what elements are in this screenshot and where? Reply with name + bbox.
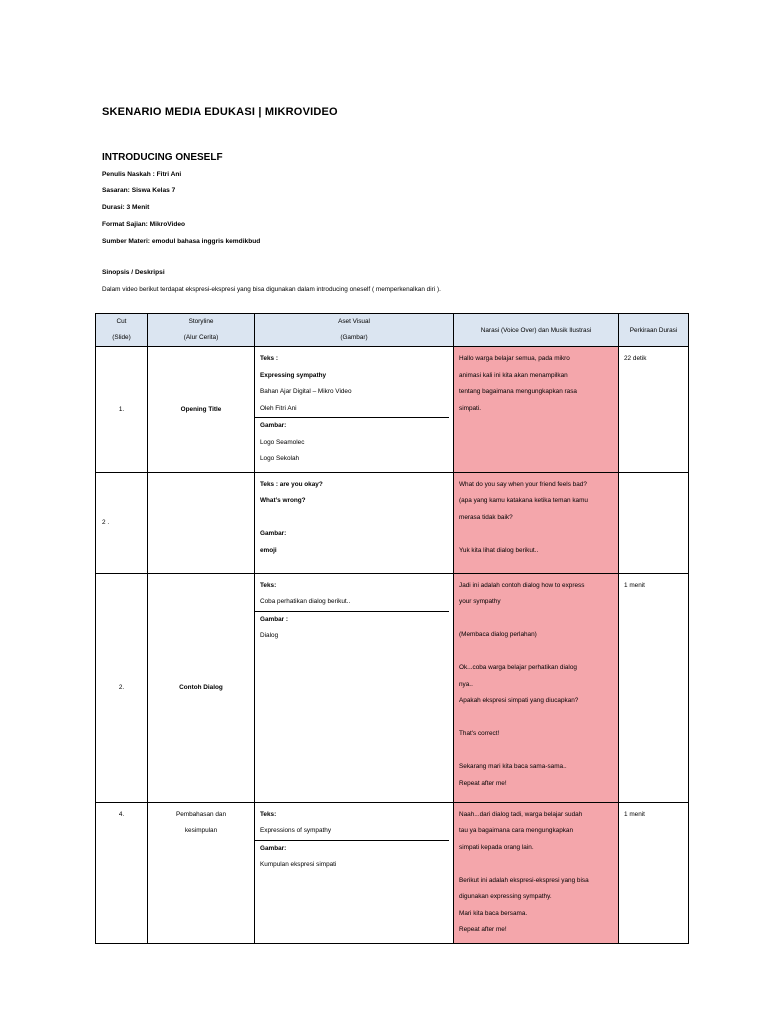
sinopsis-label: Sinopsis / Deskripsi bbox=[102, 269, 165, 276]
storyline-cell: Opening Title bbox=[148, 347, 255, 473]
durasi-cell bbox=[619, 347, 689, 473]
cut-cell bbox=[96, 802, 148, 943]
narasi-line: Berikut ini adalah ekspresi-ekspresi yang bisa bbox=[459, 876, 589, 884]
narasi-line: simpati. bbox=[459, 404, 482, 412]
aset-line: Gambar: bbox=[260, 530, 287, 537]
header-storyline-line1: Storyline bbox=[188, 318, 214, 325]
narasi-line: Yuk kita lihat dialog berikut.. bbox=[459, 546, 539, 554]
durasi-cell bbox=[619, 472, 689, 573]
narasi-line: nya.. bbox=[459, 680, 473, 688]
header-cut-line1: Cut bbox=[116, 318, 127, 325]
cut-text: 4. bbox=[118, 810, 125, 818]
aset-line: Dialog bbox=[260, 632, 279, 639]
aset-cell bbox=[255, 573, 454, 802]
aset-line: Logo Seamolec bbox=[260, 438, 305, 446]
narasi-line: animasi kali ini kita akan menampilkan bbox=[459, 371, 568, 379]
durasi-text: 22 detik bbox=[624, 355, 647, 362]
narasi-line bbox=[459, 644, 613, 661]
aset-line: What’s wrong? bbox=[260, 497, 306, 504]
storyline-cell bbox=[148, 802, 255, 943]
header-storyline-line2: (Alur Cerita) bbox=[183, 334, 219, 341]
narasi-line: merasa tidak baik? bbox=[459, 513, 513, 521]
aset-line: Teks: bbox=[260, 581, 277, 589]
aset-line: Oleh Fitri Ani bbox=[260, 404, 297, 412]
section-title: INTRODUCING ONESELF bbox=[102, 152, 223, 163]
header-aset-line1: Aset Visual bbox=[338, 318, 370, 325]
aset-line: Teks: bbox=[260, 810, 277, 818]
narasi-line: Repeat after me! bbox=[459, 926, 507, 933]
aset-line: Teks : bbox=[260, 355, 278, 362]
narasi-line: simpati kepada orang lain. bbox=[459, 843, 534, 851]
aset-line: Teks : are you okay? bbox=[260, 480, 323, 488]
table-row bbox=[96, 573, 689, 802]
header-aset-visual bbox=[255, 314, 454, 347]
aset-line: Bahan Ajar Digital – Mikro Video bbox=[260, 388, 352, 395]
narasi-line: your sympathy bbox=[459, 598, 501, 605]
aset-cell bbox=[255, 472, 454, 573]
meta-format: Format Sajian: MikroVideo bbox=[102, 221, 186, 228]
meta-sasaran: Sasaran: Siswa Kelas 7 bbox=[102, 187, 176, 194]
aset-cell bbox=[255, 802, 454, 943]
aset-line bbox=[260, 510, 448, 527]
header-narasi: Narasi (Voice Over) dan Musik Ilustrasi bbox=[454, 314, 619, 347]
aset-line: Gambar: bbox=[260, 422, 287, 429]
narasi-cell bbox=[454, 347, 619, 473]
sinopsis-text: Dalam video berikut terdapat ekspresi-ekspresi yang bisa digunakan dalam introducing oneself ( memperkenalkan diri ). bbox=[102, 286, 441, 293]
narasi-line bbox=[459, 526, 613, 543]
narasi-line: Hallo warga belajar semua, pada mikro bbox=[459, 355, 570, 362]
scenario-table bbox=[95, 313, 689, 944]
narasi-line: digunakan expressing sympathy. bbox=[459, 893, 552, 900]
aset-cell bbox=[255, 347, 454, 473]
meta-durasi: Durasi: 3 Menit bbox=[102, 204, 150, 211]
narasi-cell bbox=[454, 573, 619, 802]
aset-line: Gambar: bbox=[260, 844, 287, 852]
table-row bbox=[96, 802, 689, 943]
durasi-cell bbox=[619, 573, 689, 802]
cut-cell: 2. bbox=[96, 573, 148, 802]
table-row bbox=[96, 472, 689, 573]
narasi-line: What do you say when your friend feels bad? bbox=[459, 480, 587, 488]
narasi-line bbox=[459, 710, 613, 727]
aset-line: Expressions of sympathy bbox=[260, 827, 332, 834]
cut-cell: 2 . bbox=[96, 472, 148, 573]
aset-line: Gambar : bbox=[260, 615, 289, 623]
header-cut bbox=[96, 314, 148, 347]
cut-cell: 1. bbox=[96, 347, 148, 473]
header-cut-line2: (Slide) bbox=[112, 334, 131, 341]
narasi-line: Sekarang mari kita baca sama-sama.. bbox=[459, 763, 567, 770]
narasi-line: tau ya bagaimana cara mengungkapkan bbox=[459, 827, 574, 834]
narasi-line: (Membaca dialog perlahan) bbox=[459, 631, 537, 638]
narasi-line: Ok...coba warga belajar perhatikan dialog bbox=[459, 664, 577, 671]
storyline-line: Pembahasan dan bbox=[175, 810, 227, 818]
narasi-line: Apakah ekspresi simpati yang diucapkan? bbox=[459, 697, 579, 704]
narasi-line: Mari kita baca bersama. bbox=[459, 909, 528, 917]
table-row bbox=[96, 347, 689, 473]
narasi-line: Jadi ini adalah contoh dialog how to express bbox=[459, 581, 585, 589]
narasi-line: Naah...dari dialog tadi, warga belajar sudah bbox=[459, 810, 583, 818]
durasi-cell bbox=[619, 802, 689, 943]
narasi-line bbox=[459, 856, 613, 873]
header-durasi: Perkiraan Durasi bbox=[619, 314, 689, 347]
storyline-line: kesimpulan bbox=[184, 827, 218, 834]
narasi-line bbox=[459, 743, 613, 760]
document-title: SKENARIO MEDIA EDUKASI | MIKROVIDEO bbox=[102, 106, 338, 118]
narasi-line: tentang bagaimana mengungkapkan rasa bbox=[459, 388, 577, 395]
storyline-cell: Contoh Dialog bbox=[148, 573, 255, 802]
aset-line: emoji bbox=[260, 546, 277, 554]
aset-line: Logo Sekolah bbox=[260, 455, 300, 462]
table-header-row bbox=[96, 314, 689, 347]
durasi-text: 1 menit bbox=[624, 810, 645, 818]
meta-penulis: Penulis Naskah : Fitri Ani bbox=[102, 171, 182, 178]
header-aset-line2: (Gambar) bbox=[340, 334, 368, 341]
narasi-cell bbox=[454, 472, 619, 573]
aset-line: Expressing sympathy bbox=[260, 371, 327, 379]
header-storyline bbox=[148, 314, 255, 347]
aset-line: Coba perhatikan dialog berikut.. bbox=[260, 598, 351, 605]
narasi-cell bbox=[454, 802, 619, 943]
narasi-line: (apa yang kamu katakana ketika teman kamu bbox=[459, 497, 588, 504]
meta-sumber: Sumber Materi: emodul bahasa inggris kemdikbud bbox=[102, 238, 261, 245]
narasi-line: Repeat after me! bbox=[459, 779, 507, 787]
durasi-text: 1 menit bbox=[624, 581, 645, 589]
narasi-line: That's correct! bbox=[459, 730, 500, 737]
storyline-cell bbox=[148, 472, 255, 573]
narasi-line bbox=[459, 611, 613, 628]
aset-line: Kumpulan ekspresi simpati bbox=[260, 861, 337, 868]
